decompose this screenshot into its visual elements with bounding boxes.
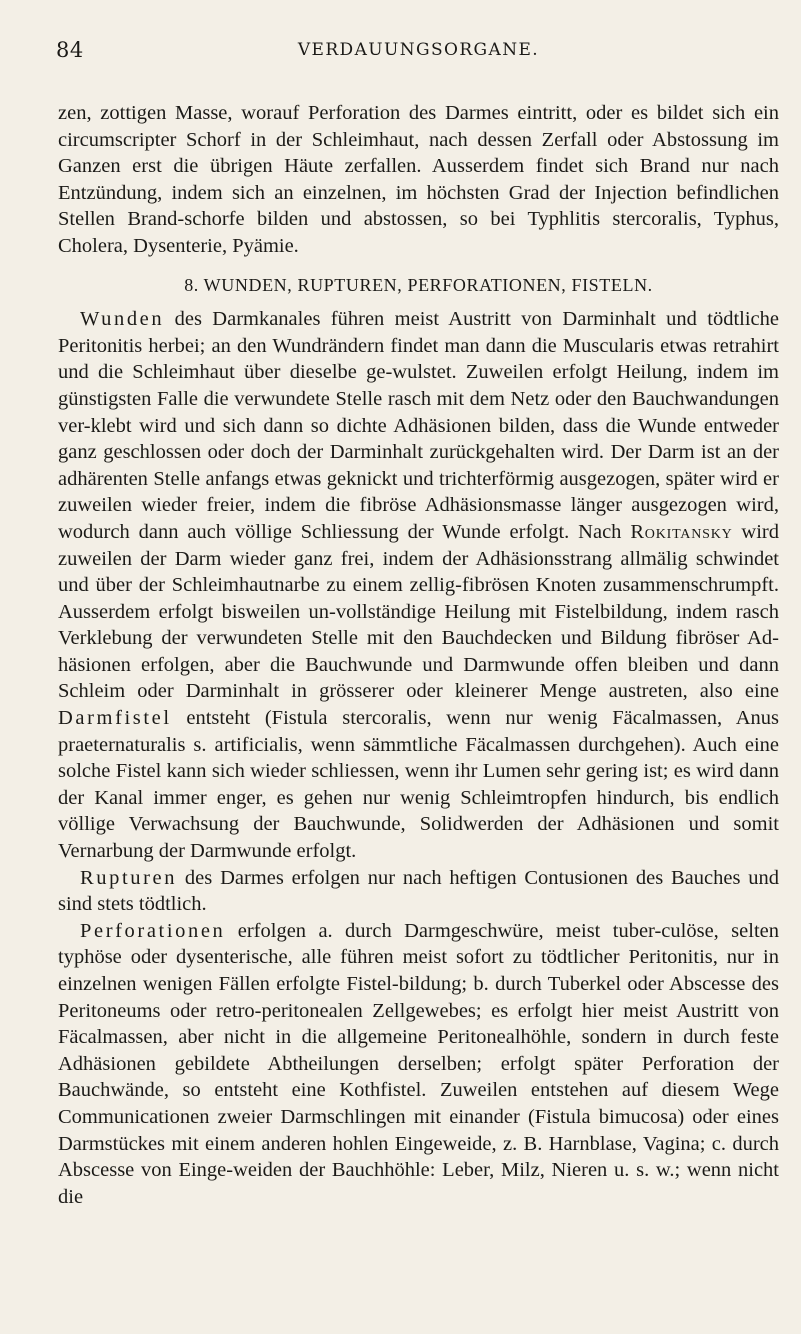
body-text [58,100,779,1210]
page-header [58,38,779,66]
paragraph-wunden-text-b: wird zuweilen der Darm wieder ganz frei, indem der Adhäsionsstrang allmälig schwindet und über der Schleimhautnarbe zu einem zellig-fibrösen Knoten zusammenschrumpft. Ausserdem erfolgt bisweilen un-vollständige Heilung mit Fistelbildung, indem rasch Verklebung der verwundeten Stelle mit den Bauchdecken und Bildung fibröser Ad-häsionen erfolgen, aber die Bauchwunde und Darmwunde offen bleiben und dann Schleim oder Darminhalt in grösserer oder kleinerer Menge austreten, also eine [58,520,779,703]
paragraph-continuation: zen, zottigen Masse, worauf Perforation des Darmes eintritt, oder es bildet sich ein circumscripter Schorf in der Schleimhaut, nach dessen Zerfall oder Abstossung im Ganzen erst die übrigen Häute zerfallen. Ausserdem findet sich Brand nur nach Entzündung, indem sich an einzelnen, im höchsten Grad der Injection befindlichen Stellen Brand-schorfe bilden und abstossen, so bei Typhlitis stercoralis, Typhus, Cholera, Dysenterie, Pyämie. [58,102,779,257]
author-name: Rokitansky [630,520,733,543]
paragraph-wunden-text-c: entsteht (Fistula stercoralis, wenn nur wenig Fäcalmassen, Anus praeternaturalis s. artificialis, wenn sämmtliche Fäcalmassen durchgehen). Auch eine solche Fistel kann sich wieder schliessen, wenn ihr Lumen sehr gering ist; es wird dann der Kanal immer enger, es gehen nur wenig Schleimtropfen hindurch, bis endlich völlige Verwachsung der Bauchwunde, Solidwerden der Adhäsionen und somit Vernarbung der Darmwunde erfolgt. [58,707,779,863]
term-wunden: Wunden [80,308,165,331]
paragraph-perforationen [58,918,779,1211]
paragraph-wunden-text-a: des Darmkanales führen meist Austritt von Darminhalt und tödtliche Peritonitis herbei; an den Wundrändern findet man dann die Muscularis etwas retrahirt und die Schleimhaut über dieselbe ge-wulstet. Zuweilen erfolgt Heilung, indem im günstigsten Falle die verwundete Stelle rasch mit dem Netz oder den Bauchwandungen ver-klebt wird und sich dann so dichte Adhäsionen bilden, dass die Wunde entweder ganz geschlossen oder doch der Darminhalt zurückgehalten wird. Der Darm ist an der adhärenten Stelle anfangs etwas geknickt und trichterförmig ausgezogen, später wird er zuweilen wieder freier, indem die fibröse Adhäsionsmasse länger ausgezogen wird, wodurch dann auch völlige Schliessung der Wunde erfolgt. Nach [58,308,779,543]
paragraph-rupturen-text: des Darmes erfolgen nur nach heftigen Contusionen des Bauches und sind stets tödtlich. [58,866,779,916]
term-darmfistel: Darmfistel [58,707,172,730]
page-number: 84 [56,38,84,62]
term-rupturen: Rupturen [80,866,178,889]
paragraph-wunden [58,306,779,864]
section-heading: 8. WUNDEN, RUPTUREN, PERFORATIONEN, FISTELN. [184,274,653,295]
running-head: VERDAUUNGSORGANE. [297,40,540,60]
paragraph-perforationen-text: erfolgen a. durch Darmgeschwüre, meist tuber-culöse, selten typhöse oder dysenterische, alle führen meist sofort zu tödtlicher Peritonitis, nur in einzelnen wenigen Fällen erfolgte Fistel-bildung; b. durch Tuberkel oder Abscesse des Peritoneums oder retro-peritonealen Zellgewebes; es erfolgt hier meist Austritt von Fäcalmassen, aber nicht in die allgemeine Peritonealhöhle, sondern in durch feste Adhäsionen gebildete Abtheilungen derselben; erfolgt später Perforation der Bauchwände, so entsteht eine Kothfistel. Zuweilen entstehen auf diesem Wege Communicationen zweier Darmschlingen mit einander (Fistula bimucosa) oder eines Darmstückes mit einem anderen hohlen Eingeweide, z. B. Harnblase, Vagina; c. durch Abscesse von Einge-weiden der Bauchhöhle: Leber, Milz, Nieren u. s. w.; wenn nicht die [58,919,779,1208]
paragraph-rupturen [58,865,779,918]
term-perforationen: Perforationen [80,919,226,942]
